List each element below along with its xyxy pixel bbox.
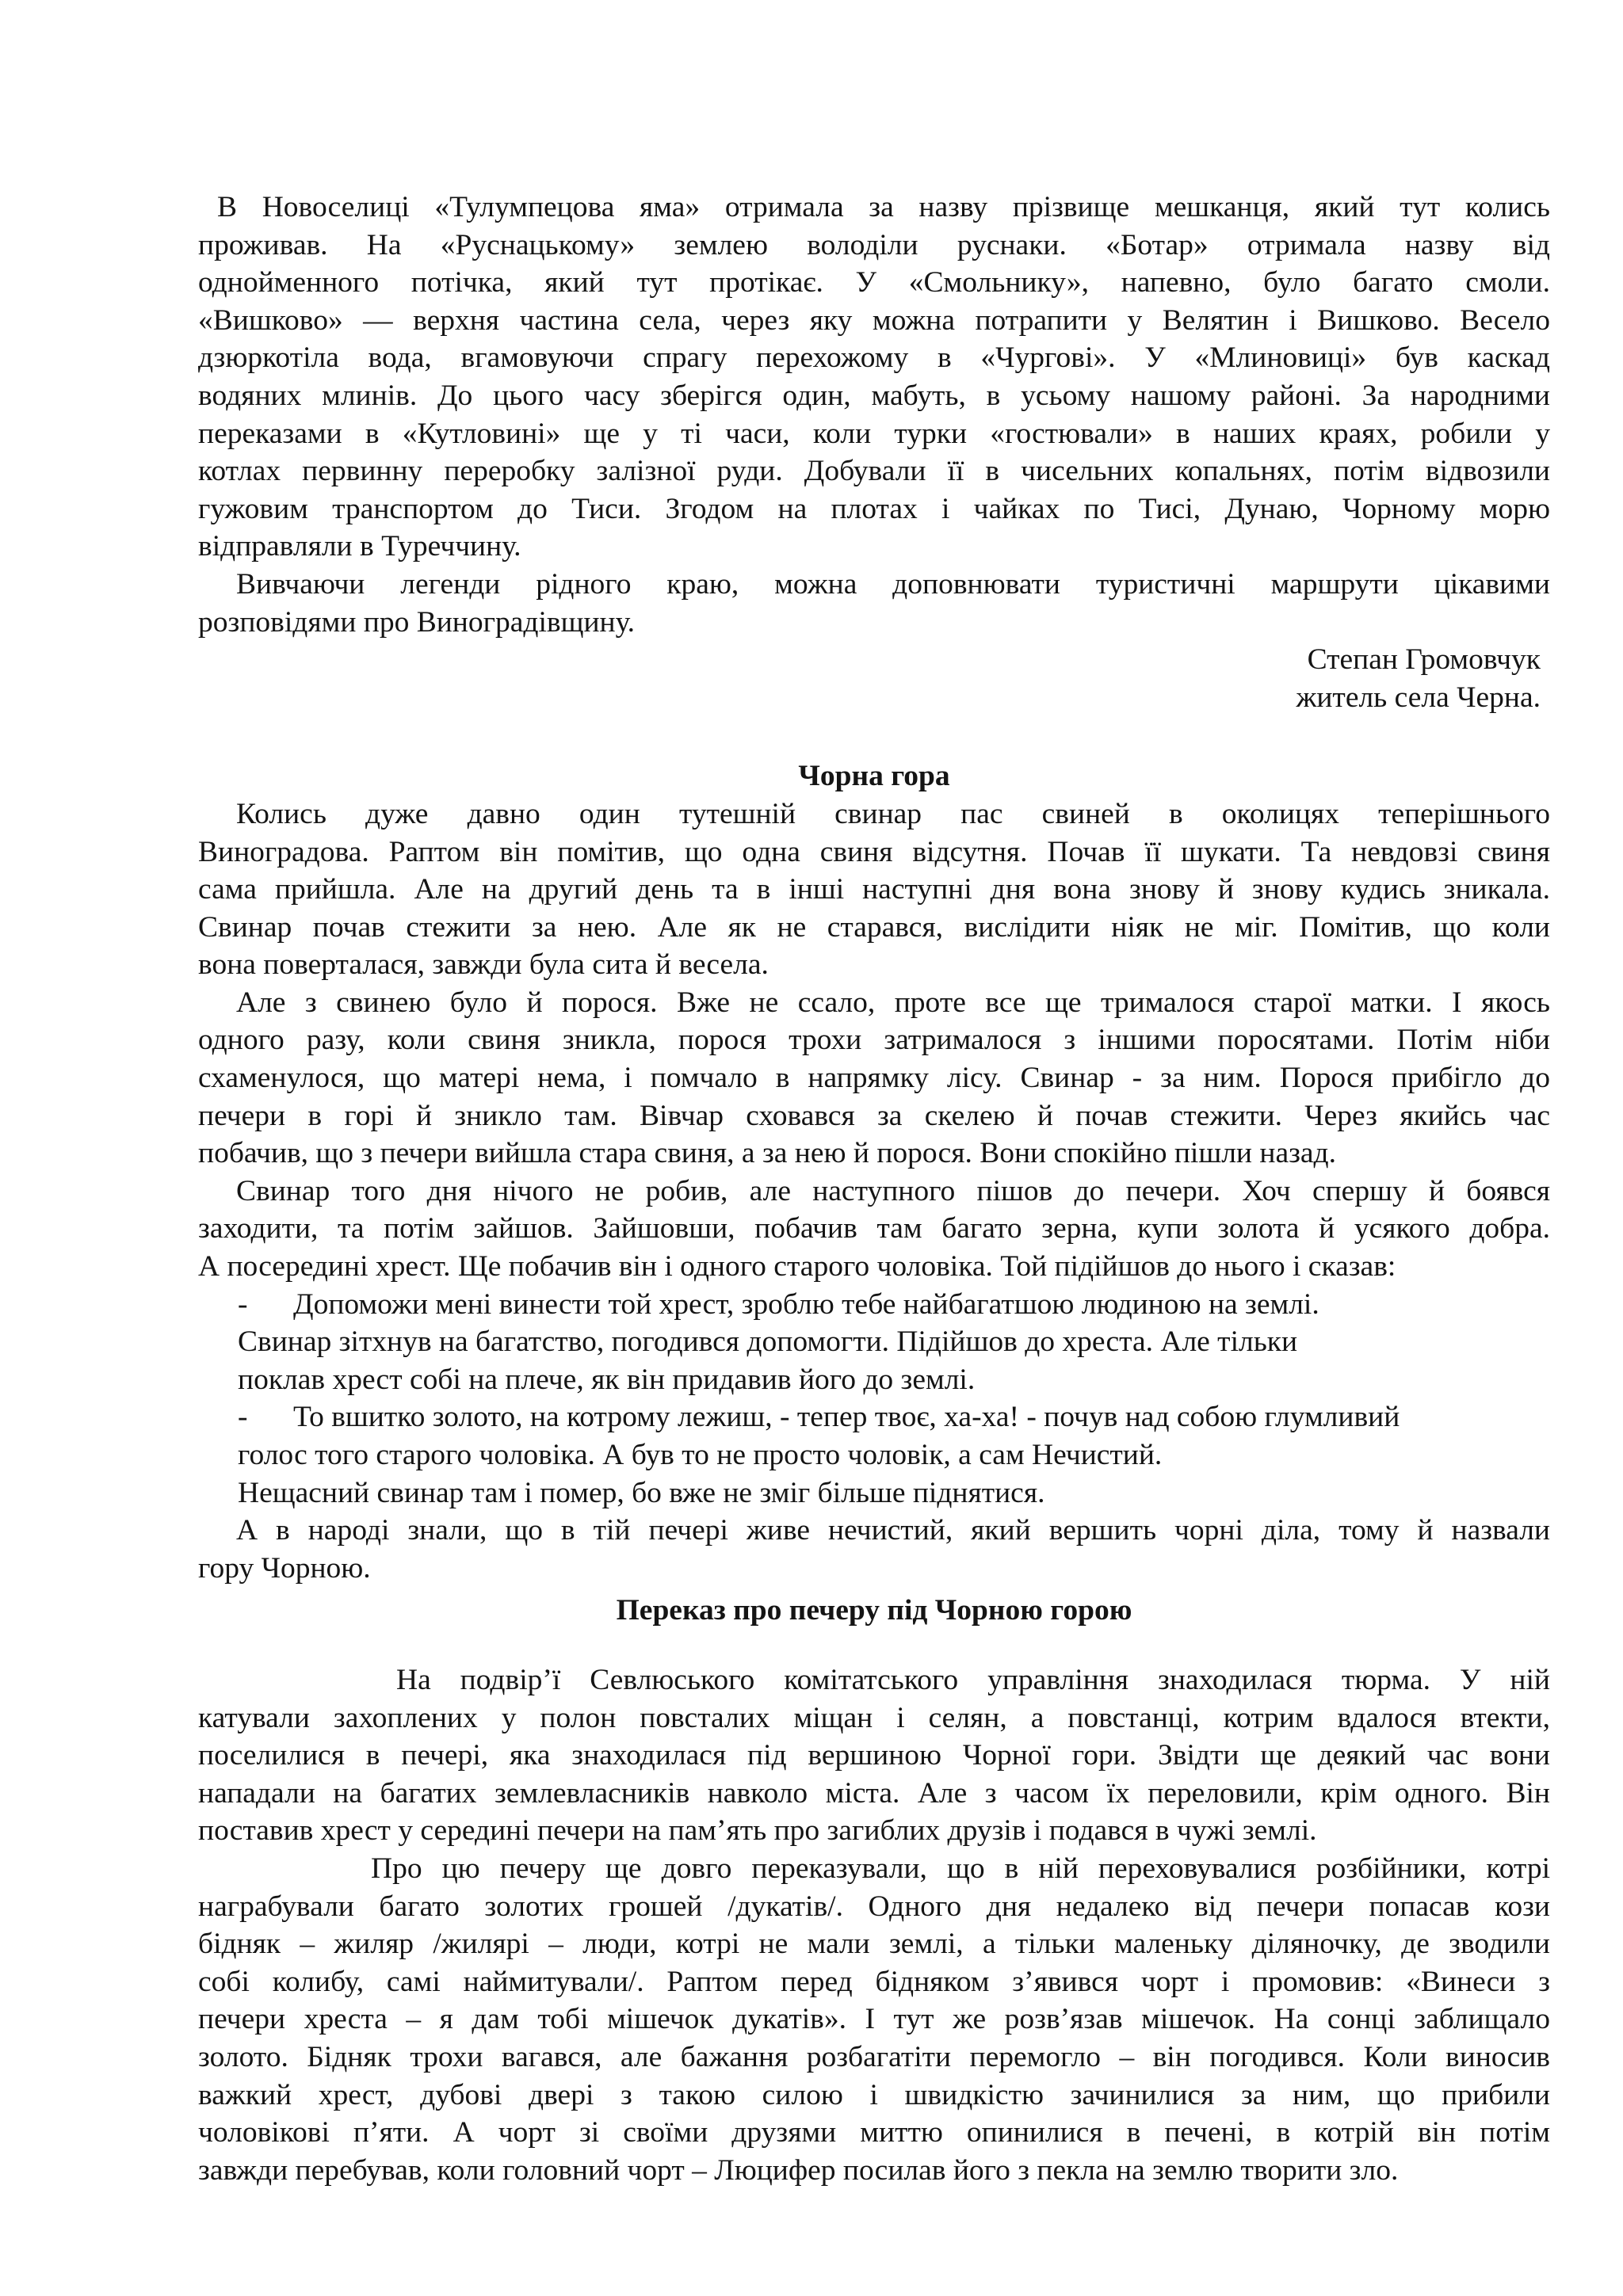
dialogue-text: То вшитко золото, на котрому лежиш, - тепер твоє, ха-ха! - почув над собою глумливий [293, 1401, 1400, 1434]
paragraph-line: нападали на багатих землевласників навколо міста. Але з часом їх переловили, крім одного. Він [198, 1776, 1550, 1810]
paragraph-line: печери в горі й зникло там. Вівчар сховався за скелею й почав стежити. Через якийсь час [198, 1099, 1550, 1132]
paragraph-line: поставив хрест у середині печери на пам’ять про загиблих друзів і подався в чужі землі. [198, 1814, 1317, 1848]
paragraph-line: катували захоплених у полон повсталих міщан і селян, а повстанці, котрим вдалося втекти, [198, 1701, 1550, 1734]
paragraph-line: А в народі знали, що в тій печері живе нечистий, який вершить чорні діла, тому й назвали [236, 1514, 1550, 1547]
paragraph-line: відправляли в Туреччину. [198, 530, 521, 563]
paragraph-line: котлах первинну переробку залізної руди. Добували її в чисельних копальнях, потім відвозили [198, 455, 1550, 488]
paragraph-line: дзюркотіла вода, вгамовуючи спрагу перехожому в «Чургові». У «Млиновиці» був каскад [198, 341, 1550, 375]
paragraph-line: завжди перебував, коли головний чорт – Люцифер посилав його з пекла на землю творити зло. [198, 2153, 1399, 2187]
section-title: Переказ про печеру під Чорною горою [616, 1594, 1132, 1627]
signature-role: житель села Черна. [1296, 681, 1541, 714]
paragraph-line: заходити, та потім зайшов. Зайшовши, побачив там багато зерна, купи золота й усякого добра. [198, 1212, 1550, 1245]
paragraph-line: побачив, що з печери вийшла стара свиня, а за нею й порося. Вони спокійно пішли назад. [198, 1137, 1337, 1170]
paragraph-line: водяних млинів. До цього часу зберігся один, мабуть, в усьому нашому районі. За народними [198, 379, 1550, 412]
paragraph-line: вона поверталася, завжди була сита й весела. [198, 948, 769, 982]
paragraph-line: На подвір’ї Севлюського комітатського управління знаходилася тюрма. У ній [396, 1663, 1550, 1696]
document-page [198, 189, 1550, 2189]
paragraph-line: важкий хрест, дубові двері з такою силою і швидкістю зачинилися за ним, що прибили [198, 2078, 1550, 2111]
paragraph-line: Про цю печеру ще довго переказували, що в ній переховувалися розбійники, котрі [371, 1852, 1550, 1885]
paragraph-line: поселилися в печері, яка знаходилася під вершиною Чорної гори. Звідти ще деякий час вони [198, 1739, 1550, 1772]
signature-name: Степан Громовчук [1307, 643, 1541, 677]
paragraph-line: однойменного потічка, який тут протікає. У «Смольнику», напевно, було багато смоли. [198, 266, 1550, 299]
dialogue-line: - То вшитко золото, на котрому лежиш, - тепер твоє, ха-ха! - почув над собою глумливий [198, 1398, 1550, 1436]
paragraph-line: «Вишково» — верхня частина села, через яку можна потрапити у Велятин і Вишково. Весело [198, 303, 1550, 337]
paragraph-line: Вивчаючи легенди рідного краю, можна доповнювати туристичні маршрути цікавими [236, 567, 1550, 601]
paragraph-line: собі колибу, самі наймитували/. Раптом перед бідняком з’явився чорт і промовив: «Винеси з [198, 1965, 1550, 1998]
paragraph-line: Свинар почав стежити за нею. Але як не старався, вислідити ніяк не міг. Помітив, що коли [198, 910, 1550, 944]
paragraph-line: одного разу, коли свиня зникла, порося трохи затрималося з іншими поросятами. Потім ніби [198, 1024, 1550, 1057]
paragraph-line: поклав хрест собі на плече, як він придавив його до землі. [238, 1363, 976, 1396]
dialogue-text: Допоможи мені винести той хрест, зроблю тебе найбагатшою людиною на землі. [293, 1287, 1319, 1321]
dialogue-line: - Допоможи мені винести той хрест, зроблю тебе найбагатшою людиною на землі. [198, 1286, 1550, 1324]
paragraph-line: проживав. На «Руснацькому» землею володіли руснаки. «Ботар» отримала назву від [198, 228, 1550, 261]
section-title: Чорна гора [798, 760, 950, 793]
paragraph-line: Колись дуже давно один тутешній свинар пас свиней в околицях теперішнього [236, 797, 1550, 830]
section-chorna-hora [198, 757, 1550, 1587]
paragraph-line: розповідями про Виноградівщину. [198, 605, 635, 639]
paragraph-line: А посередині хрест. Ще побачив він і одного старого чоловіка. Той підійшов до нього і сказав: [198, 1250, 1396, 1283]
paragraph-line: золото. Бідняк трохи вагався, але бажання розбагатіти перемогло – він погодився. Коли виносив [198, 2040, 1550, 2073]
paragraph-line: Нещасний свинар там і помер, бо вже не зміг більше піднятися. [238, 1476, 1045, 1509]
paragraph-line: печери хреста – я дам тобі мішечок дукатів». І тут же розв’язав мішечок. На сонці заблищало [198, 2003, 1550, 2036]
paragraph-line: Виноградова. Раптом він помітив, що одна свиня відсутня. Почав її шукати. Та невдовзі свиня [198, 835, 1550, 868]
section-cave-story [198, 1592, 1550, 2189]
paragraph-line: гужовим транспортом до Тиси. Згодом на плотах і чайках по Тисі, Дунаю, Чорному морю [198, 492, 1550, 525]
paragraph-line: переказами в «Кутловині» ще у ті часи, коли турки «гостювали» в наших краях, робили у [198, 417, 1550, 450]
paragraph-line: схаменулося, що матері нема, і помчало в напрямку лісу. Свинар - за ним. Порося прибігло до [198, 1062, 1550, 1095]
paragraph-line: Свинар того дня нічого не робив, але наступного пішов до печери. Хоч спершу й боявся [236, 1174, 1550, 1207]
paragraph-line: голос того старого чоловіка. А був то не просто чоловік, а сам Нечистий. [238, 1439, 1163, 1471]
section-place-names [198, 189, 1550, 716]
paragraph-line: Свинар зітхнув на багатство, погодився допомогти. Підійшов до хреста. Але тільки [238, 1325, 1298, 1359]
paragraph-line: Але з свинею було й порося. Вже не ссало, проте все ще трималося старої матки. І якось [236, 986, 1550, 1019]
paragraph-line: сама прийшла. Але на другий день та в інші наступні дня вона знову й знову кудись зникала. [198, 873, 1550, 906]
paragraph-line: бідняк – жиляр /жилярі – люди, котрі не мали землі, а тільки маленьку діляночку, де зводили [198, 1928, 1550, 1961]
paragraph-line: чоловікові п’яти. А чорт зі своїми друзями миттю опинилися в печені, в котрій він потім [198, 2116, 1550, 2149]
paragraph-line: гору Чорною. [198, 1551, 371, 1585]
paragraph-line: В Новоселиці «Тулумпецова яма» отримала за назву прізвище мешканця, який тут колись [217, 191, 1550, 223]
paragraph-line: награбували багато золотих грошей /дукатів/. Одного дня недалеко від печери попасав кози [198, 1890, 1550, 1923]
